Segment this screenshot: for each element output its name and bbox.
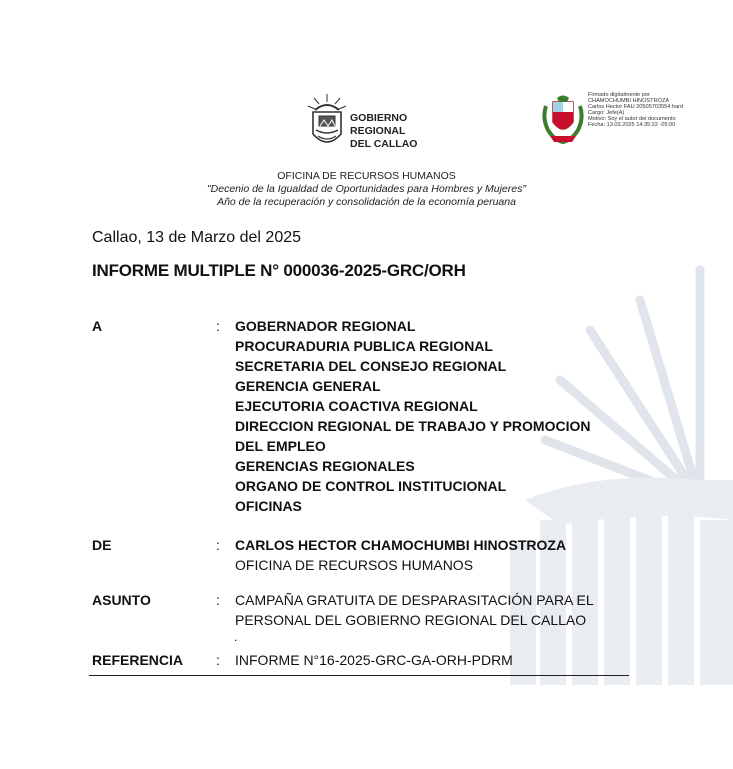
recipient-item: PROCURADURIA PUBLICA REGIONAL	[235, 338, 493, 354]
decade-motto: "Decenio de la Igualdad de Oportunidades para Hombres y Mujeres"	[206, 183, 527, 195]
recipient-item: SECRETARIA DEL CONSEJO REGIONAL	[235, 358, 507, 374]
reference-value: INFORME N°16-2025-GRC-GA-ORH-PDRM	[235, 652, 513, 668]
signature-line: Motivo: Soy el autor del documento	[588, 116, 676, 123]
field-colon: :	[216, 318, 220, 334]
signature-line: Firmado digitalmente por	[588, 92, 650, 98]
recipient-item: ORGANO DE CONTROL INSTITUCIONAL	[235, 478, 507, 494]
subject-dot: .	[234, 630, 238, 644]
recipient-item: GERENCIA GENERAL	[235, 378, 381, 394]
logo-wordmark	[350, 112, 417, 151]
recipient-item: GOBERNADOR REGIONAL	[235, 318, 416, 334]
recipients-list	[235, 316, 590, 516]
office-name: OFICINA DE RECURSOS HUMANOS	[277, 170, 456, 182]
logo-line: GOBIERNO	[350, 112, 408, 124]
recipient-item: GERENCIAS REGIONALES	[235, 458, 415, 474]
field-colon: :	[216, 537, 220, 553]
signature-line: CHAMOCHUMBI HINOSTROZA	[588, 98, 670, 105]
signature-line: Carlos Hector FAU 20505703554 hard	[588, 104, 684, 111]
recipient-item: OFICINAS	[235, 498, 302, 514]
recipient-item: EJECUTORIA COACTIVA REGIONAL	[235, 398, 478, 414]
recipient-item: DEL EMPLEO	[235, 438, 326, 454]
subject	[235, 590, 594, 630]
field-referencia-label: REFERENCIA	[92, 652, 184, 668]
field-a-label: A	[92, 318, 103, 334]
sender-office: OFICINA DE RECURSOS HUMANOS	[235, 557, 474, 573]
subject-line: CAMPAÑA GRATUITA DE DESPARASITACIÓN PARA EL	[235, 592, 594, 608]
recipient-item: DIRECCION REGIONAL DE TRABAJO Y PROMOCION	[235, 418, 591, 434]
office-header	[0, 170, 733, 209]
subject-line: PERSONAL DEL GOBIERNO REGIONAL DEL CALLAO	[235, 612, 587, 628]
peru-coat-of-arms-icon	[542, 92, 584, 144]
gobierno-regional-callao-emblem-icon	[306, 92, 348, 154]
signature-line: Cargo: Jefe(A)	[588, 110, 625, 117]
logo-line: REGIONAL	[350, 125, 406, 137]
field-colon: :	[216, 592, 220, 608]
document-title: INFORME MULTIPLE N° 000036-2025-GRC/ORH	[92, 261, 466, 280]
field-de-label: DE	[92, 537, 112, 553]
field-colon: :	[216, 652, 220, 668]
field-asunto-label: ASUNTO	[92, 592, 151, 608]
sender	[235, 535, 566, 575]
header-divider	[89, 675, 629, 676]
signature-line: Fecha: 13.03.2025 14:35:22 -05:00	[588, 122, 676, 129]
document-date: Callao, 13 de Marzo del 2025	[92, 229, 302, 246]
year-motto: Año de la recuperación y consolidación de la economía peruana	[217, 196, 516, 208]
digital-signature-block	[588, 92, 683, 129]
sender-name: CARLOS HECTOR CHAMOCHUMBI HINOSTROZA	[235, 537, 567, 553]
logo-line: DEL CALLAO	[350, 138, 418, 150]
